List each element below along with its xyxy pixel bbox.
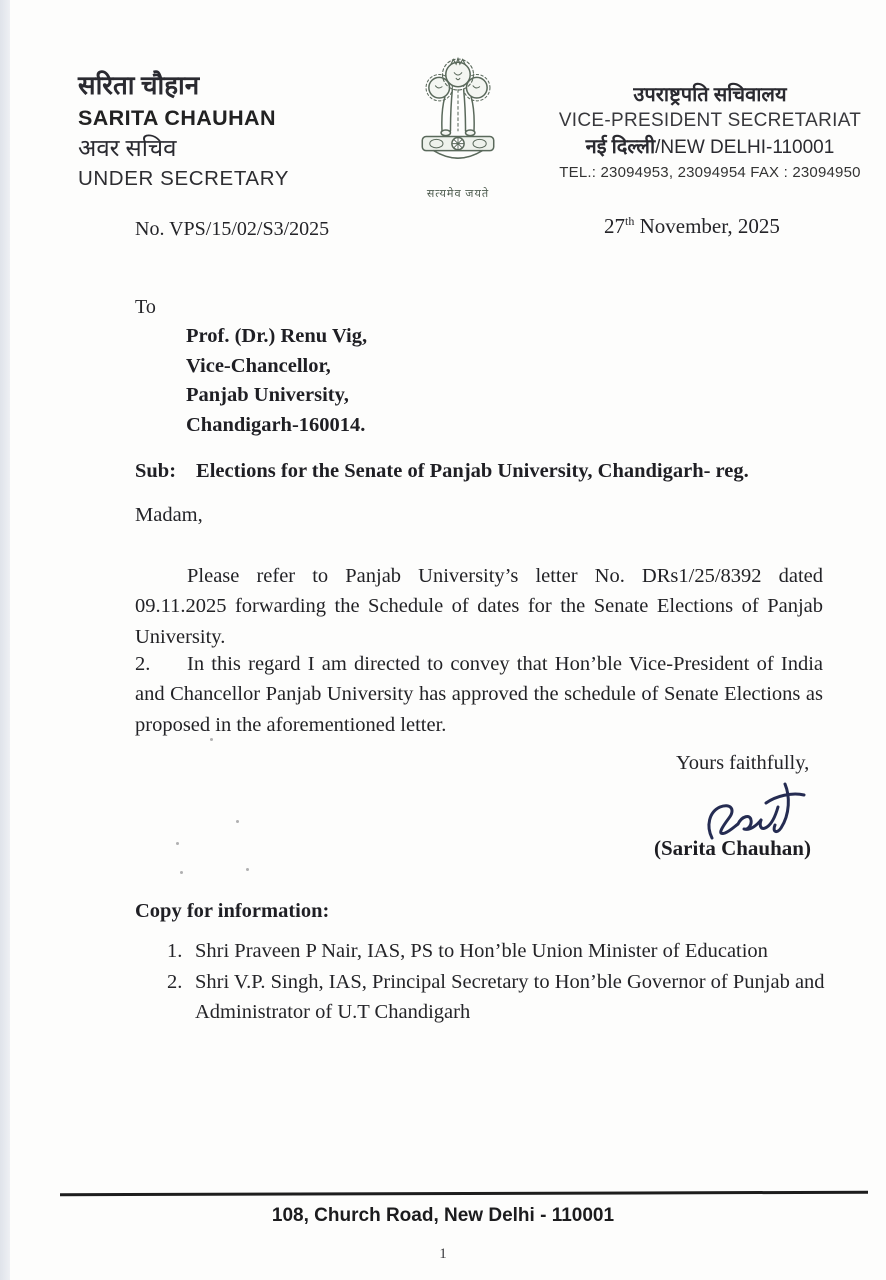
national-emblem — [404, 48, 512, 201]
city-hindi: नई दिल्ली — [585, 136, 656, 158]
closing-phrase: Yours faithfully, — [676, 752, 810, 774]
copy-info-item — [167, 967, 832, 1028]
date-day: 27 — [604, 214, 625, 238]
recipient-address-block — [186, 322, 367, 440]
letter-date — [604, 214, 780, 239]
scan-speck — [210, 738, 213, 741]
scan-edge-strip — [0, 0, 10, 1280]
emblem-motto: सत्यमेव जयते — [426, 188, 490, 200]
page-number: 1 — [439, 1246, 447, 1262]
salutation: Madam, — [135, 504, 203, 526]
copy-info-item — [167, 936, 832, 967]
footer-address: 108, Church Road, New Delhi - 110001 — [271, 1205, 615, 1226]
footer-rule — [60, 1191, 868, 1196]
officer-name-english: SARITA CHAUHAN — [78, 105, 276, 130]
subject-label: Sub: — [135, 460, 177, 482]
paragraph-number: 2. — [135, 652, 151, 675]
recipient-organisation: Panjab University, — [186, 384, 349, 406]
reference-number: No. VPS/15/02/S3/2025 — [135, 218, 330, 240]
date-month-year: November, 2025 — [634, 214, 780, 238]
copy-info-heading: Copy for information: — [135, 900, 330, 922]
city-english: /NEW DELHI-110001 — [655, 137, 835, 158]
item-text: Shri V.P. Singh, IAS, Principal Secretary to Hon’ble Governor of Punjab and Administrator of U.T Chandigarh — [195, 970, 825, 1023]
scan-speck — [246, 868, 249, 871]
officer-name-hindi: सरिता चौहान — [78, 71, 200, 100]
letterhead-office-block — [536, 82, 884, 184]
recipient-designation: Vice-Chancellor, — [186, 354, 331, 377]
officer-title-hindi: अवर सचिव — [78, 136, 177, 163]
item-number: 2. — [167, 970, 183, 993]
item-number: 1. — [167, 940, 183, 962]
item-text: Shri Praveen P Nair, IAS, PS to Hon’ble Union Minister of Education — [195, 940, 768, 962]
recipient-name: Prof. (Dr.) Renu Vig, — [186, 325, 368, 347]
signatory-name: (Sarita Chauhan) — [654, 836, 811, 860]
subject-text: Elections for the Senate of Panjab University, Chandigarh- reg. — [196, 460, 749, 482]
recipient-to-label: To — [135, 296, 156, 318]
subject-line — [135, 460, 827, 483]
office-name-english: VICE-PRESIDENT SECRETARIAT — [558, 110, 862, 131]
lion-capital-icon — [411, 48, 505, 180]
scan-speck — [236, 820, 239, 823]
body-paragraph-2 — [135, 649, 823, 741]
office-telephone-line: TEL.: 23094953, 23094954 FAX : 23094950 — [559, 164, 861, 181]
date-ordinal-suffix: th — [625, 214, 635, 228]
scan-speck — [176, 842, 179, 845]
letterhead-officer-block — [78, 70, 289, 192]
paragraph-2-text: In this regard I am directed to convey that Hon’ble Vice-President of India and Chancellor Panjab University has approved the schedule of Senate Elections as proposed in the aforementioned letter. — [135, 652, 823, 736]
officer-title-english: UNDER SECRETARY — [78, 167, 289, 191]
body-paragraph-1: Please refer to Panjab University’s letter No. DRs1/25/8392 dated 09.11.2025 forwarding the Schedule of dates for the Senate Elections of Panjab University. — [135, 564, 823, 648]
scan-speck — [180, 871, 183, 874]
office-city-line — [536, 134, 884, 161]
office-name-hindi: उपराष्ट्रपति सचिवालय — [633, 84, 787, 106]
recipient-city: Chandigarh-160014. — [186, 413, 366, 436]
copy-info-list — [167, 936, 832, 1028]
